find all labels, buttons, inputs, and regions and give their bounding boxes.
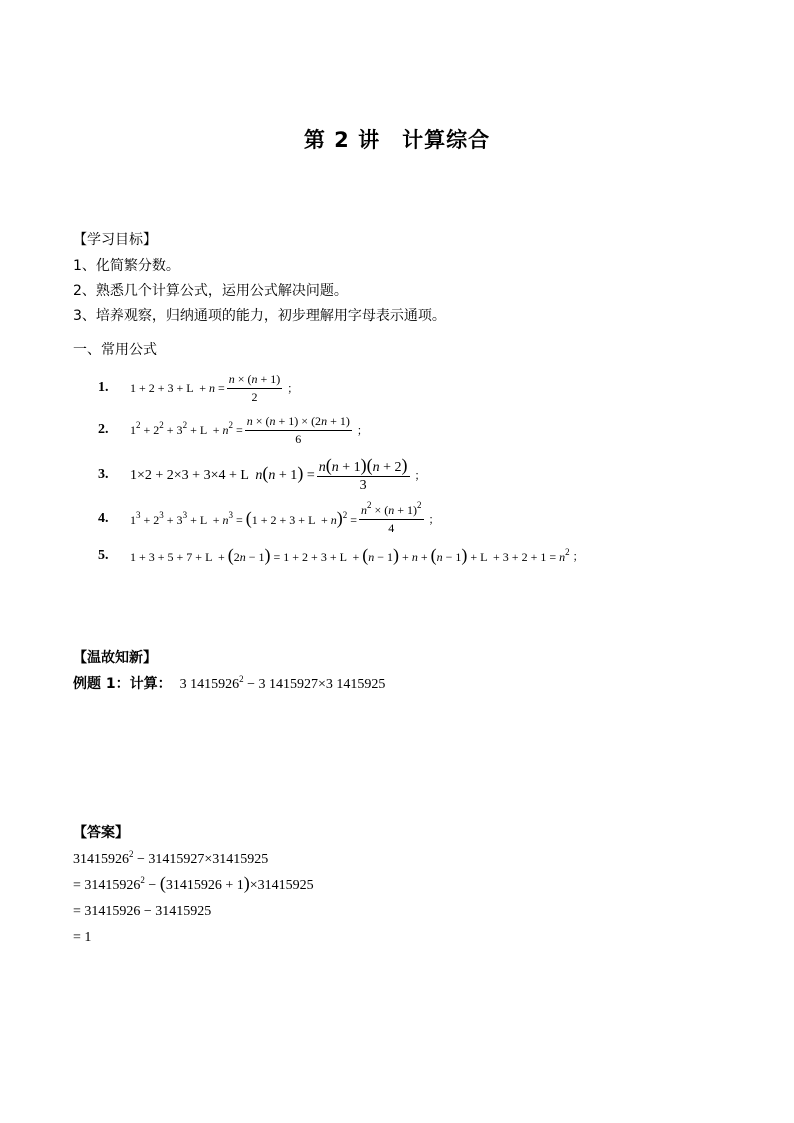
formula-5: 5. $1 + 3 + 5 + 7 + L + (2n - 1) = 1 + 2 + 3 + L + (n - 1) + n + (n - 1) + L + 3 + 2 + 1 = n^2$ ； (98, 544, 584, 565)
answer-step: = $31415926^2 - (31415926 + 1)\times 31415925$ (73, 873, 314, 893)
lecture-number: 第 2 讲 (303, 128, 381, 152)
formulas-heading: 一、常用公式 (73, 342, 157, 358)
lecture-topic: 计算综合 (402, 128, 491, 152)
objective-item: 2、熟悉几个计算公式，运用公式解决问题。 (73, 283, 348, 299)
answer-step: $31415926^2 - 31415927\times 31415925$ (73, 849, 269, 867)
answer-step: = 1 (73, 930, 92, 945)
formula-3: 3. 1×2 + 2×3 + 3×4 + L n(n + 1) = $\frac{n(n + 1)(n + 2)}{3}$ ； (98, 454, 426, 493)
example-expression: 3 $1415926^2 - 3$ 1415927×3 1415925 (176, 674, 386, 692)
formula-number: 2. (98, 422, 109, 437)
answer-step: = 31415926 − 31415925 (73, 904, 212, 919)
formula-4: 4. $1^3 + 2^3 + 3^3 + L + n^3 = (1 + 2 + 3 + L + n)^2$ = $\frac{n^2 \times (n + 1)^2}{4}$ ； (98, 499, 440, 535)
formula-number: 3. (98, 467, 109, 482)
answer-heading: 【答案】 (73, 825, 129, 841)
formula-2: 2. $1^2 + 2^2 + 3^2 + L + n^2$ = $\frac{n \times (n + 1) \times (2n + 1)}{6}$ ； (98, 413, 368, 446)
objective-item: 3、培养观察，归纳通项的能力，初步理解用字母表示通项。 (73, 308, 446, 324)
objectives-heading: 【学习目标】 (73, 232, 157, 248)
formula-number: 4. (98, 511, 109, 526)
formula-1: 1. 1 + 2 + 3 + L + n = $\frac{n \times (n + 1)}{2}$ ； (98, 371, 299, 404)
example-1 (73, 674, 385, 695)
objective-item: 1、化简繁分数。 (73, 258, 180, 274)
review-heading: 【温故知新】 (73, 650, 157, 666)
example-label: 例题 1：计算： (73, 676, 172, 692)
formula-number: 5. (98, 548, 109, 563)
formula-number: 1. (98, 380, 109, 395)
page-title (0, 124, 794, 154)
